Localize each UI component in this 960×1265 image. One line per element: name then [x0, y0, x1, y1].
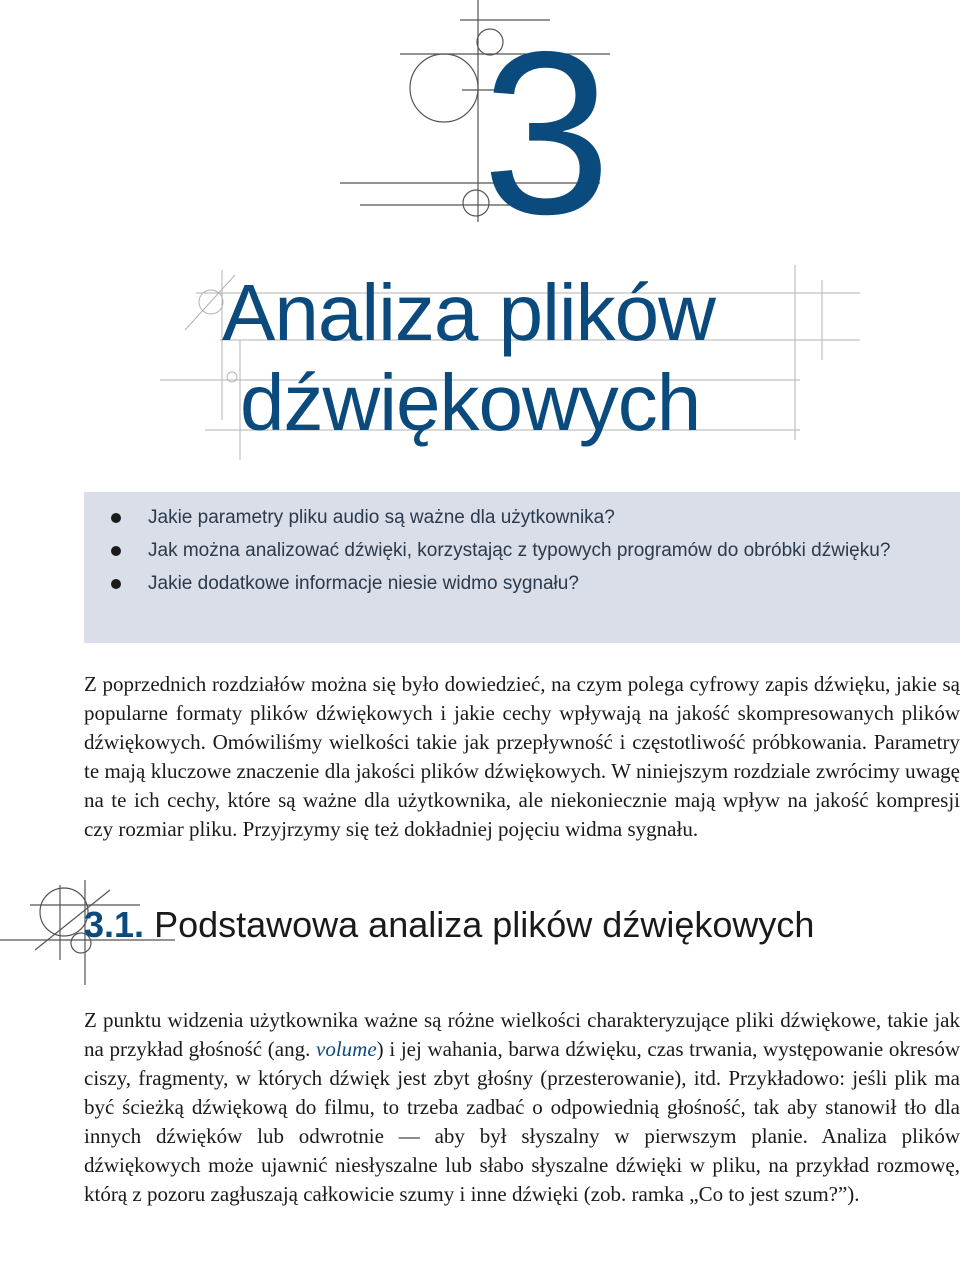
- objective-text: Jak można analizować dźwięki, korzystając z typowych programów do obróbki dźwięku?: [148, 540, 891, 561]
- chapter-number: 3: [482, 4, 608, 263]
- objectives-list: [84, 492, 960, 595]
- chapter-title-line-1: Analiza plików: [222, 268, 715, 357]
- chapter-objectives-box: [84, 492, 960, 643]
- objective-item: [84, 572, 960, 595]
- section-title-text: Podstawowa analiza plików dźwiękowych: [154, 904, 815, 945]
- section-heading: [84, 902, 814, 948]
- bullet-icon: [111, 513, 121, 523]
- bullet-icon: [111, 546, 121, 556]
- bullet-icon: [111, 579, 121, 589]
- intro-paragraph: Z poprzednich rozdziałów można się było dowiedzieć, na czym polega cyfrowy zapis dźwięku, jakie są popularne formaty plików dźwiękowych i jakie cechy wpływają na jakość skompresowanych plików dźwiękowych. Omówiliśmy wielkości takie jak przepływność i częstotliwość próbkowania. Parametry te mają kluczowe znaczenie dla jakości plików dźwiękowych. W niniejszym rozdziale zwrócimy uwagę na te ich cechy, które są ważne dla użytkownika, ale niekoniecznie mają wpływ na jakość kompresji czy rozmiar pliku. Przyjrzymy się też dokładniej pojęciu widma sygnału.: [84, 672, 960, 841]
- chapter-title: [222, 268, 715, 448]
- section-paragraph: [84, 1006, 960, 1209]
- section-paragraph-text-2: ) i jej wahania, barwa dźwięku, czas trwania, występowanie okresów ciszy, fragmenty, w których dźwięk jest zbyt głośny (przesterowanie), itd. Przykładowo: jeśli plik ma być ścieżką dźwiękową do filmu, to trzeba zadbać o odpowiednią głośność, tak aby stanowił tło dla innych dźwięków lub odwrotnie — aby był słyszalny w pierwszym planie. Analiza plików dźwiękowych może ujawnić niesłyszalne lub słabo słyszalne dźwięki w pliku, na przykład rozmowę, którą z pozoru zagłuszają całkowicie szumy i inne dźwięki (zob. ramka „Co to jest szum?”).: [84, 1037, 960, 1206]
- section-paragraph-text-1: Z punktu widzenia użytkownika ważne są różne wielkości charakteryzujące pliki dźwiękowe, takie jak na przykład głośność (ang.: [84, 1008, 960, 1061]
- chapter-title-line-2: dźwiękowych: [240, 358, 701, 447]
- objective-text: Jakie parametry pliku audio są ważne dla użytkownika?: [148, 507, 615, 528]
- objective-text: Jakie dodatkowe informacje niesie widmo sygnału?: [148, 573, 579, 594]
- english-term: volume: [316, 1037, 377, 1061]
- objective-item: [84, 539, 960, 562]
- objective-item: [84, 506, 960, 529]
- section-number: 3.1.: [84, 904, 145, 945]
